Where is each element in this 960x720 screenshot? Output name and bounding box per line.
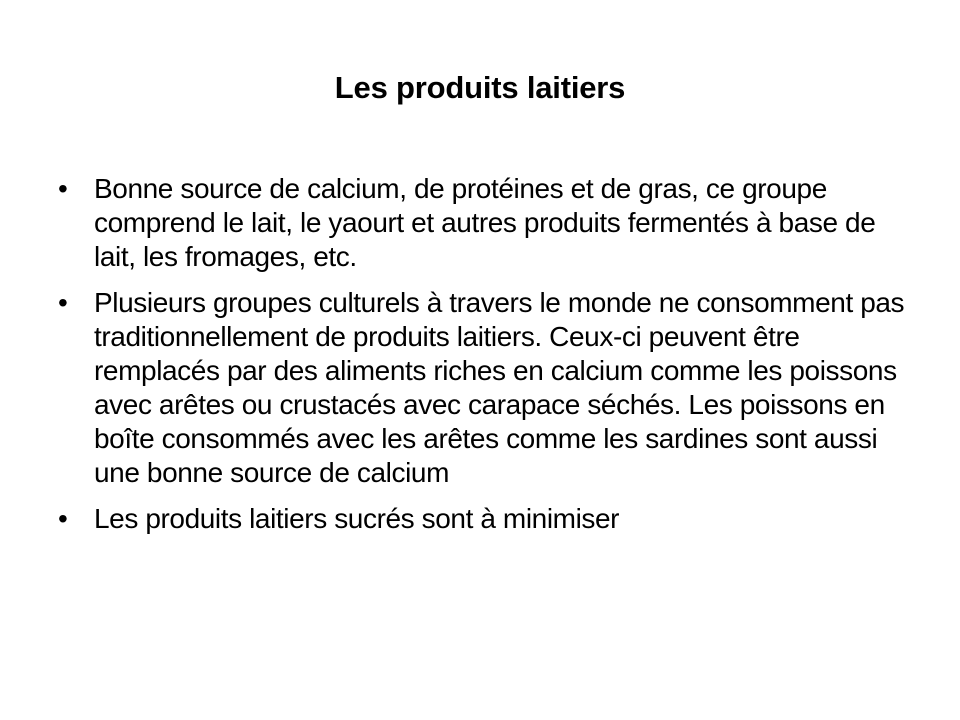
bullet-icon: •	[58, 503, 68, 534]
bullet-text: Bonne source de calcium, de protéines et de gras, ce groupe comprend le lait, le yaourt et autres produits fermentés à base de lait, les fromages, etc.	[94, 173, 876, 272]
slide-title: Les produits laitiers	[334, 70, 626, 105]
bullet-item-dairy-source	[56, 172, 916, 274]
bullet-icon: •	[58, 173, 68, 204]
bullet-text: Les produits laitiers sucrés sont à minimiser	[94, 503, 620, 534]
bullet-item-cultural-alternatives	[56, 286, 916, 490]
bullet-list	[56, 172, 916, 548]
bullet-icon: •	[58, 287, 68, 318]
bullet-text: Plusieurs groupes culturels à travers le monde ne consomment pas traditionnellement de produits laitiers. Ceux-ci peuvent être remplacés par des aliments riches en calcium comme les poissons avec arêtes ou crustacés avec carapace séchés. Les poissons en boîte consommés avec les arêtes comme les sardines sont aussi une bonne source de calcium	[94, 287, 905, 488]
bullet-item-sugary-dairy	[56, 502, 916, 536]
